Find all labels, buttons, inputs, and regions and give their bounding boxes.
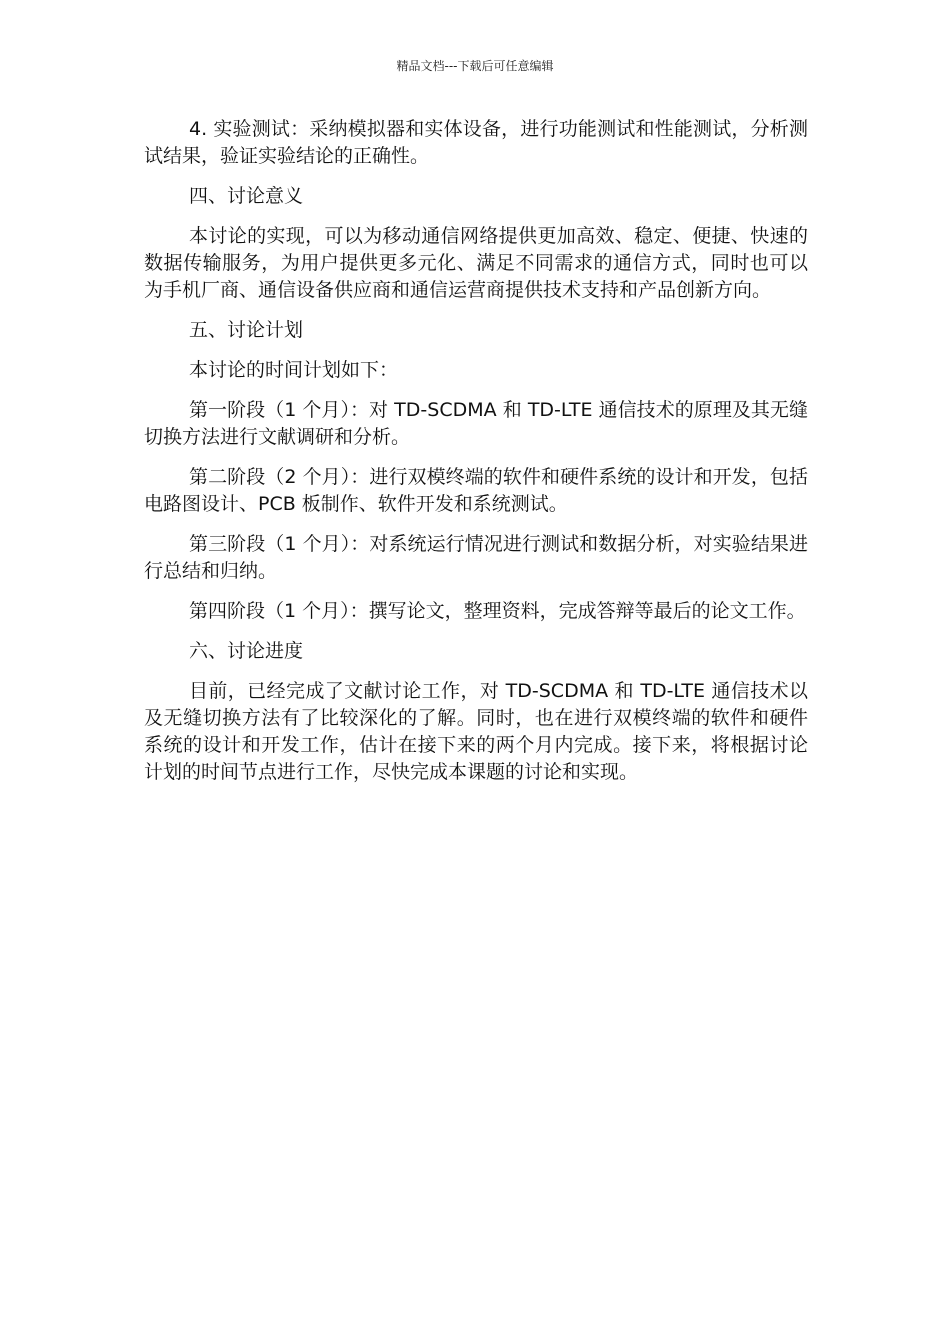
paragraph-plan-intro: 本讨论的时间计划如下：: [189, 359, 399, 381]
paragraph-plan-stage-4: 第四阶段（1 个月）：撰写论文，整理资料，完成答辩等最后的论文工作。: [189, 600, 806, 622]
paragraph-significance: 本讨论的实现，可以为移动通信网络提供更加高效、稳定、便捷、快速的数据传输服务，为用户提供更多元化、满足不同需求的通信方式，同时也可以为手机厂商、通信设备供应商和通信运营商提供技术支持和产品创新方向。: [144, 225, 808, 301]
document-body: [144, 116, 808, 799]
section-heading-significance: 四、讨论意义: [189, 185, 304, 207]
paragraph-plan-stage-2: 第二阶段（2 个月）：进行双模终端的软件和硬件系统的设计和开发，包括电路图设计、PCB 板制作、软件开发和系统测试。: [144, 466, 808, 515]
section-heading-plan: 五、讨论计划: [189, 319, 304, 341]
paragraph-plan-stage-1: 第一阶段（1 个月）：对 TD-SCDMA 和 TD-LTE 通信技术的原理及其无缝切换方法进行文献调研和分析。: [144, 399, 808, 448]
page-header: 精品文档---下载后可任意编辑: [396, 59, 554, 73]
paragraph-plan-stage-3: 第三阶段（1 个月）：对系统运行情况进行测试和数据分析，对实验结果进行总结和归纳。: [144, 533, 808, 582]
paragraph-experiment-testing: 4. 实验测试：采纳模拟器和实体设备，进行功能测试和性能测试，分析测试结果，验证实验结论的正确性。: [144, 118, 808, 167]
paragraph-progress: 目前，已经完成了文献讨论工作，对 TD-SCDMA 和 TD-LTE 通信技术以及无缝切换方法有了比较深化的了解。同时，也在进行双模终端的软件和硬件系统的设计和开发工作，估计在接下来的两个月内完成。接下来，将根据讨论计划的时间节点进行工作，尽快完成本课题的讨论和实现。: [144, 680, 808, 783]
section-heading-progress: 六、讨论进度: [189, 640, 304, 662]
